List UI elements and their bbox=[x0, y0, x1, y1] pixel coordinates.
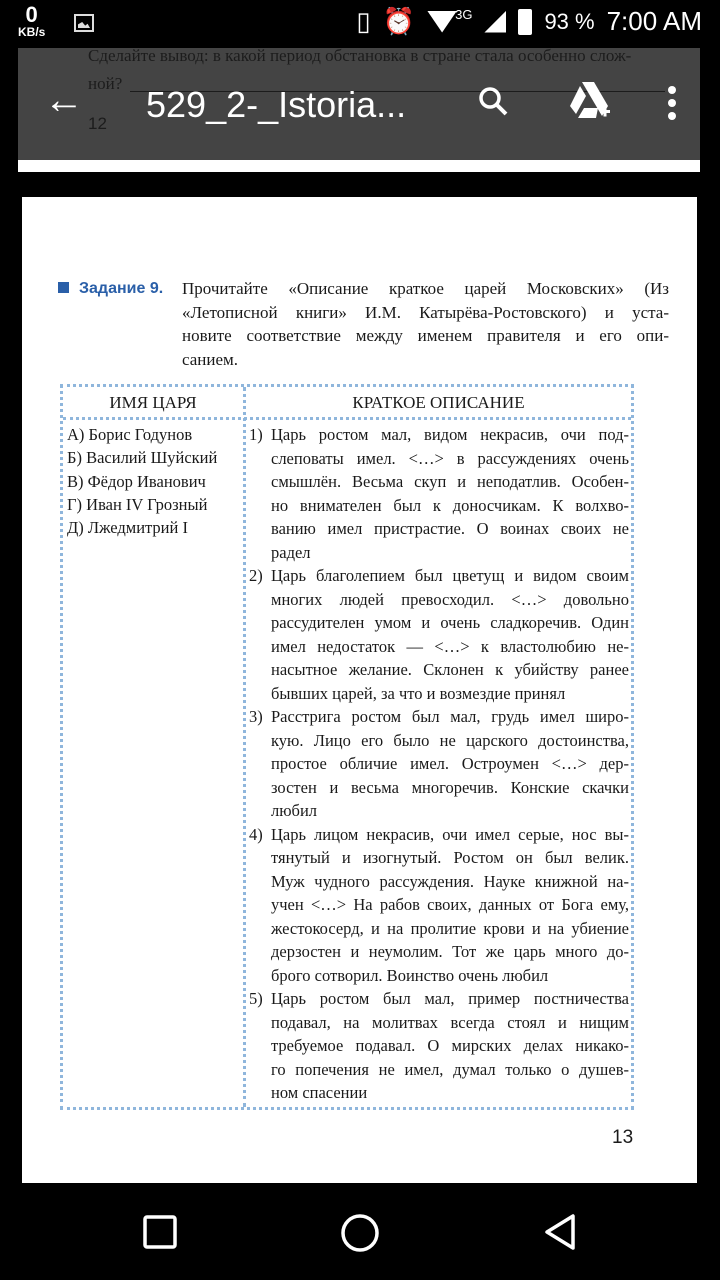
text-line: кую. Лицо его было не царского достоинства, bbox=[271, 730, 629, 750]
ghost-text: ной? bbox=[88, 74, 123, 93]
speed-value: 0 bbox=[25, 2, 38, 27]
ruler-name: Г) Иван IV Грозный bbox=[67, 494, 208, 514]
recents-icon[interactable] bbox=[143, 1215, 177, 1249]
battery-icon bbox=[518, 9, 532, 35]
pdf-page bbox=[22, 197, 697, 1183]
app-toolbar bbox=[18, 48, 700, 160]
wifi-icon bbox=[427, 11, 457, 33]
page-number: 13 bbox=[612, 1127, 634, 1148]
header-descriptions: КРАТКОЕ ОПИСАНИЕ bbox=[352, 393, 525, 412]
description-item bbox=[249, 423, 629, 564]
description-item bbox=[249, 705, 629, 823]
ruler-name: А) Борис Годунов bbox=[67, 425, 193, 444]
document-title: 529_2-_Istoria... bbox=[146, 84, 407, 125]
text-line: Расстрига ростом был мал, грудь имел широ- bbox=[271, 707, 629, 726]
text-line: го попечения не имел, думал только о душев- bbox=[271, 1059, 629, 1079]
ghost-page-number: 12 bbox=[88, 114, 107, 133]
home-icon[interactable] bbox=[340, 1213, 380, 1253]
text-line: бывших царей, за что и возмездие принял bbox=[271, 683, 566, 703]
header-names: ИМЯ ЦАРЯ bbox=[109, 393, 197, 412]
text-line: Царь лицом некрасив, очи имел серые, нос вы- bbox=[271, 824, 629, 844]
image-notification-icon bbox=[74, 14, 94, 32]
task-label bbox=[58, 277, 163, 301]
add-to-drive-icon[interactable] bbox=[568, 82, 612, 122]
description-item bbox=[249, 564, 629, 705]
text-line: но внимателен был к доносчикам. К волхво- bbox=[271, 495, 629, 515]
text-line: новите соответствие между именем правителя и его опи- bbox=[182, 326, 669, 345]
text-line: Царь благолепием был цветущ и видом своим bbox=[271, 566, 629, 585]
description-number: 3) bbox=[249, 707, 263, 726]
description-number: 5) bbox=[249, 989, 263, 1008]
text-line: имел недостаток — <…> к властолюбию не- bbox=[271, 636, 629, 656]
clock: 7:00 AM bbox=[606, 6, 702, 36]
task-text bbox=[182, 277, 669, 371]
status-bar bbox=[0, 0, 720, 48]
text-line: Прочитайте «Описание краткое царей Московских» (Из bbox=[182, 279, 669, 298]
text-line: санием. bbox=[182, 349, 239, 369]
text-line: многих людей превосходил. <…> довольно bbox=[271, 589, 629, 609]
ruler-name: Б) Василий Шуйский bbox=[67, 448, 218, 468]
text-line: «Летописной книги» И.М. Катырёва-Ростовского) и уста- bbox=[182, 302, 669, 322]
description-item bbox=[249, 823, 629, 988]
vibrate-icon: ▯ bbox=[356, 6, 371, 36]
text-line: любил bbox=[271, 801, 318, 820]
table-header bbox=[63, 387, 631, 420]
text-line: брого сотворил. Воинство очень любил bbox=[271, 965, 549, 985]
description-number: 1) bbox=[249, 425, 263, 444]
text-line: Царь ростом мал, видом некрасив, очи под- bbox=[271, 425, 629, 444]
description-number: 2) bbox=[249, 566, 263, 585]
ruler-name: В) Фёдор Иванович bbox=[67, 471, 206, 491]
text-line: подавал, на молитвах всегда стоял и нищим bbox=[271, 1012, 629, 1032]
text-line: простое обличие имел. Остроумен <…> дер- bbox=[271, 754, 629, 773]
matching-table bbox=[60, 384, 634, 1110]
text-line: тянутый и изогнутый. Ростом он был велик. bbox=[271, 848, 629, 867]
signal-icon bbox=[484, 11, 506, 33]
speed-unit: KB/s bbox=[18, 25, 46, 39]
text-line: ванию имел пристрастие. О воинах своих не bbox=[271, 519, 629, 538]
text-line: Муж чудного рассуждения. Науке книжной на- bbox=[271, 871, 629, 891]
column-divider bbox=[243, 387, 246, 1107]
text-line: рассудителен умом и очень сладкоречив. Один bbox=[271, 613, 629, 632]
back-button[interactable]: ← bbox=[44, 78, 84, 122]
network-speed bbox=[18, 4, 45, 38]
ruler-name: Д) Лжедмитрий I bbox=[67, 518, 188, 538]
text-line: Царь ростом был мал, пример постничества bbox=[271, 989, 629, 1008]
description-number: 4) bbox=[249, 824, 263, 844]
previous-page-edge bbox=[18, 160, 700, 172]
task-label-text: Задание 9. bbox=[79, 280, 164, 297]
text-line: слеповаты имел. <…> в рассуждениях очень bbox=[271, 448, 629, 468]
description-item bbox=[249, 987, 629, 1105]
text-line: насытное желание. Склонен к убийству ранее bbox=[271, 660, 629, 679]
bullet-square-icon bbox=[58, 282, 69, 293]
alarm-icon: ⏰ bbox=[382, 6, 416, 36]
search-icon[interactable] bbox=[478, 86, 508, 116]
text-line: зостен и весьма многоречив. Конские скачки bbox=[271, 777, 629, 797]
network-type: 3G bbox=[455, 7, 473, 22]
text-line: жестокосерд, и на пролитие крови и на убиение bbox=[271, 918, 629, 938]
navigation-bar bbox=[0, 1183, 720, 1280]
ghost-text: Сделайте вывод: в какой период обстановка в стране стала особенно слож- bbox=[88, 48, 632, 65]
battery-percent: 93 % bbox=[544, 8, 595, 34]
text-line: требуемое подавал. О мирских делах никако- bbox=[271, 1036, 629, 1055]
names-column bbox=[67, 423, 217, 539]
text-line: учен <…> На рабов своих, данных от Бога ему, bbox=[271, 895, 629, 914]
descriptions-column bbox=[249, 423, 629, 1105]
text-line: смышлён. Весьма скуп и неподатлив. Особен- bbox=[271, 472, 629, 491]
text-line: ном спасении bbox=[271, 1083, 368, 1102]
text-line: радел bbox=[271, 542, 311, 562]
more-options-icon[interactable] bbox=[668, 86, 678, 125]
text-line: дерзостен и неумолим. Тот же царь много до- bbox=[271, 942, 629, 961]
back-nav-icon[interactable] bbox=[543, 1213, 577, 1251]
